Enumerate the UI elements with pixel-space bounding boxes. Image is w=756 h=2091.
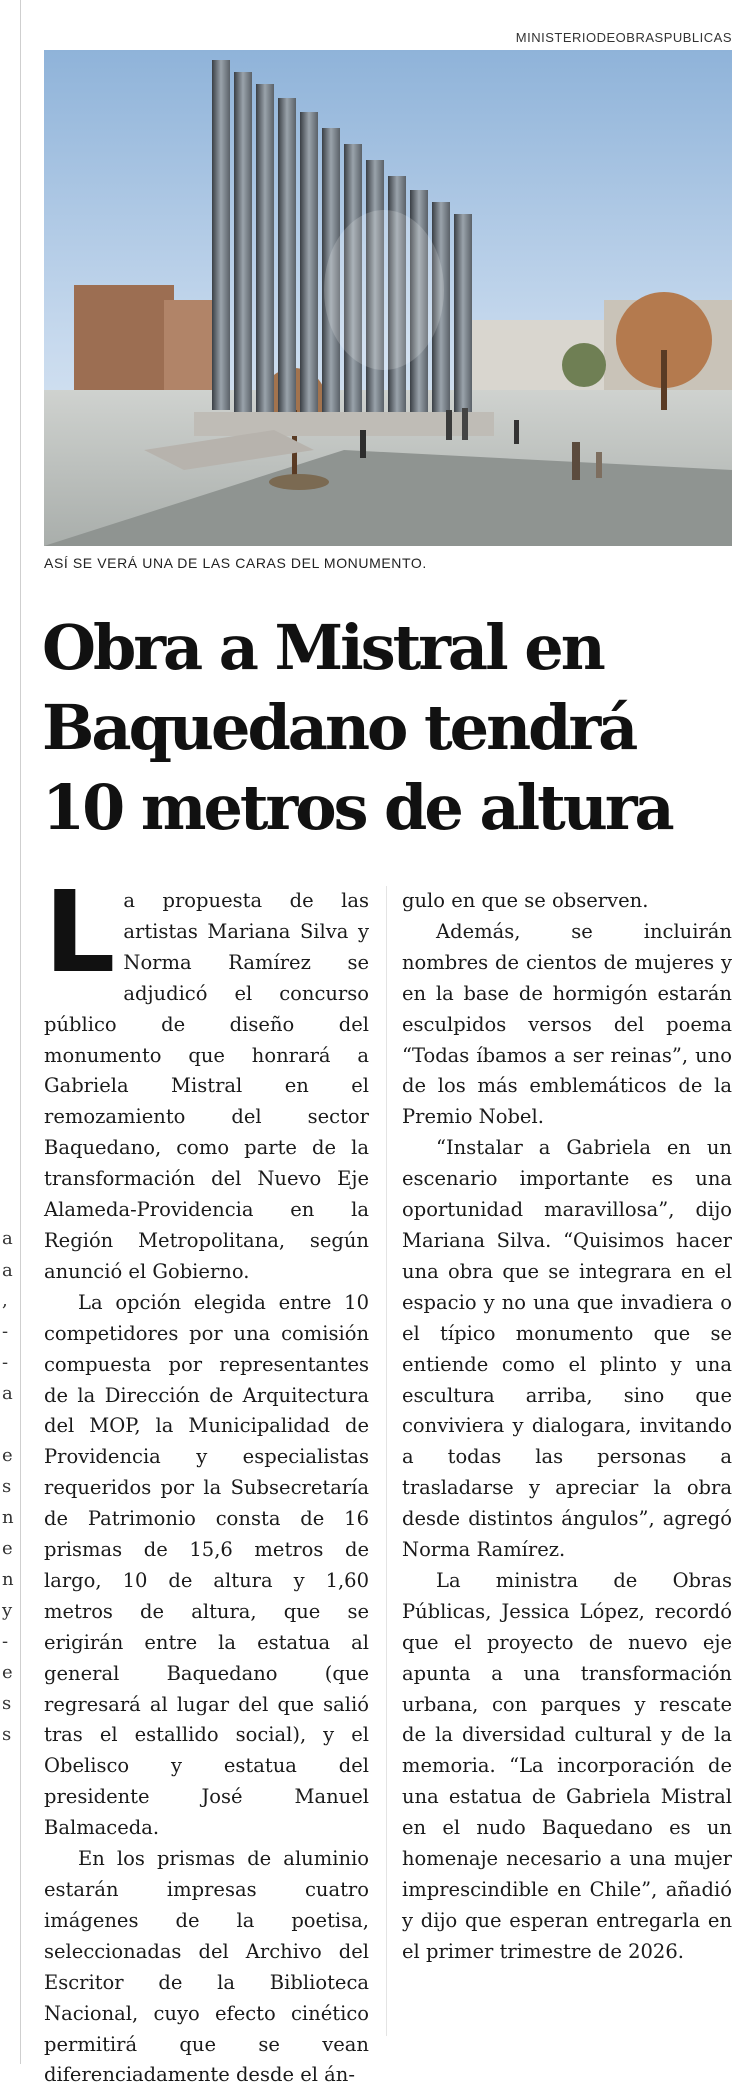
body-paragraph: “Instalar a Gabriela en un escenario importante es una oportunidad maravillosa”, dijo Mariana Silva. “Quisimos hacer una obra que se integrara en el espacio y no una que invadiera o el típico monumento que se entiende como el plinto y una escultura arriba, sino que conviviera y dialogara, invitando a todas las personas a trasladarse y apreciar la obra desde distintos ángulos”, agregó Norma Ramírez. <box>402 1136 732 1562</box>
gutter-fragment: e <box>2 1445 13 1466</box>
gutter-fragment: e <box>2 1538 13 1559</box>
body-paragraph: La opción elegida entre 10 competidores por una comisión compuesta por representantes de la Dirección de Arquitectura del MOP, la Municipalidad de Providencia y especialistas requeridos por la Subsecretaría de Patrimonio consta de 16 prismas de 15,6 metros de largo, 10 de altura y 1,60 metros de altura, que se erigirán entre la estatua al general Baquedano (que regresará al lugar del que salió tras el estallido social), y el Obelisco y estatua del presidente José Manuel Balmaceda. <box>44 1290 369 1840</box>
gutter-fragment: s <box>2 1724 12 1745</box>
monument-rendering-photo <box>44 50 732 546</box>
gutter-fragment: - <box>2 1352 9 1373</box>
paragraph-text: a propuesta de las artistas Mariana Silva y Norma Ramírez se adjudicó el concurso público de diseño del monumento que honrará a Gabriela Mistral en el remozamiento del sector Baquedano, como parte de la transformación del Nuevo Eje Alameda-Providencia en la Región Metropolitana, según anunció el Gobierno. <box>44 889 369 1283</box>
gutter-fragment: n <box>2 1569 14 1590</box>
gutter-fragment: s <box>2 1693 12 1714</box>
photo-credit: MINISTERIODEOBRASPUBLICAS <box>515 30 732 45</box>
body-paragraph: Además, se incluirán nombres de cientos de mujeres y en la base de hormigón estarán esculpidos versos del poema “Todas íbamos a ser reinas”, uno de los más emblemáticos de la Premio Nobel. <box>402 919 732 1129</box>
drop-cap: L <box>44 868 116 998</box>
photo-caption: ASÍ SE VERÁ UNA DE LAS CARAS DEL MONUMENTO. <box>44 555 427 571</box>
gutter-fragment: - <box>2 1321 9 1342</box>
gutter-fragment: , <box>2 1290 8 1311</box>
monument-illustration <box>44 50 732 546</box>
body-paragraph: En los prismas de aluminio estarán impresas cuatro imágenes de la poetisa, seleccionadas del Archivo del Escritor de la Biblioteca Nacional, cuyo efecto cinético permitirá que se vean diferenciadamente desde el án- <box>44 1847 369 2087</box>
gutter-fragment: s <box>2 1476 12 1497</box>
article-column-right <box>402 886 732 1968</box>
article-headline: Obra a Mistral en Baquedano tendrá 10 metros de altura <box>42 611 672 844</box>
gutter-fragment: a <box>2 1383 13 1404</box>
body-paragraph: La ministra de Obras Públicas, Jessica López, recordó que el proyecto de nuevo eje apunta a una transformación urbana, con parques y rescate de la diversidad cultural y de la memoria. “La incorporación de una estatua de Gabriela Mistral en el nudo Baquedano es un homenaje necesario a una mujer imprescindible en Chile”, añadió y dijo que esperan entregarla en el primer trimestre de 2026. <box>402 1568 732 1963</box>
body-paragraph-continued: gulo en que se observen. <box>402 889 649 912</box>
gutter-fragment: y <box>2 1600 13 1621</box>
adjacent-column-edge <box>0 0 21 2064</box>
gutter-fragment: a <box>2 1228 13 1249</box>
column-divider <box>386 886 387 2036</box>
gutter-fragment: a <box>2 1260 13 1281</box>
lead-paragraph <box>44 868 369 1288</box>
gutter-fragment: e <box>2 1662 13 1683</box>
gutter-fragment: - <box>2 1631 9 1652</box>
gutter-fragment: n <box>2 1507 14 1528</box>
article-column-left <box>44 868 369 2091</box>
